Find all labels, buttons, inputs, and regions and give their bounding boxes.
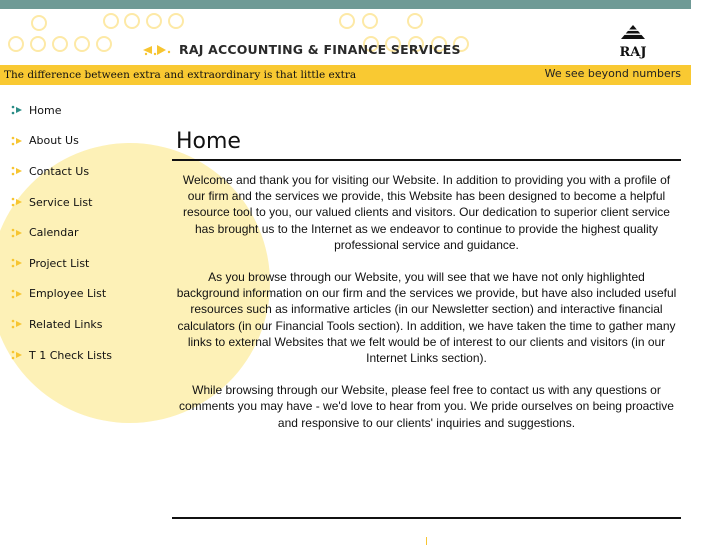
logo-text: RAJ	[619, 45, 647, 60]
pyramid-logo-icon	[613, 24, 653, 42]
decorative-ring	[103, 13, 119, 29]
divider	[172, 159, 681, 161]
bottom-divider	[172, 517, 681, 519]
decorative-ring	[31, 15, 47, 31]
nav-item-label: Home	[29, 103, 62, 117]
nav-item-service-list[interactable]	[11, 187, 112, 218]
decorative-ring	[339, 13, 355, 29]
decorative-ring	[146, 13, 162, 29]
brand	[143, 42, 461, 57]
nav-item-label: Contact Us	[29, 164, 90, 178]
nav-item-label: T 1 Check Lists	[29, 348, 113, 362]
nav-arrow-icon	[11, 197, 24, 207]
decorative-ring	[52, 36, 68, 52]
company-name: RAJ ACCOUNTING & FINANCE SERVICES	[179, 42, 461, 57]
nav-item-related-links[interactable]	[11, 309, 112, 340]
nav-arrow-icon	[11, 350, 24, 360]
top-bar	[0, 0, 691, 9]
decorative-ring	[362, 13, 378, 29]
contact-paragraph: While browsing through our Website, please feel free to contact us with any questions or comments you may have - we'd love to hear from you. We pride ourselves on being proactive and responsive to our clients' inquiries and suggestions.	[179, 383, 674, 430]
nav-arrow-icon	[11, 105, 24, 115]
resources-paragraph: As you browse through our Website, you will see that we have not only highlighted background information on our firm and the services we provide, but have also included useful resources such as informative articles (in our Newsletter section) and interactive financial calculators (in our Financial Tools section). In addition, we have taken the time to gather many links to external Websites that we felt would be of interest to our clients and visitors (in our Internet Links section).	[176, 270, 677, 366]
nav-arrow-icon	[11, 166, 24, 176]
nav-item-calendar[interactable]	[11, 217, 112, 248]
decorative-ring	[96, 36, 112, 52]
nav-item-project-list[interactable]	[11, 248, 112, 279]
nav-arrow-icon	[11, 258, 24, 268]
nav-item-contact-us[interactable]	[11, 156, 112, 187]
page-title: Home	[176, 129, 241, 154]
nav-item-label: Service List	[29, 195, 93, 209]
decorative-ring	[74, 36, 90, 52]
sidebar-nav	[11, 95, 112, 370]
main-content	[172, 125, 681, 431]
nav-arrow-icon	[11, 319, 24, 329]
decorative-ring	[124, 13, 140, 29]
nav-item-employee-list[interactable]	[11, 279, 112, 310]
nav-arrow-icon	[11, 289, 24, 299]
nav-item-label: Employee List	[29, 287, 107, 301]
tagline-right: We see beyond numbers	[544, 67, 681, 80]
nav-item-label: Related Links	[29, 317, 103, 331]
header	[0, 9, 691, 65]
nav-item-t1-check-lists[interactable]	[11, 340, 112, 371]
nav-item-label: About Us	[29, 134, 79, 148]
nav-item-label: Project List	[29, 256, 90, 270]
footer-tick	[426, 537, 427, 545]
double-arrow-icon	[143, 43, 173, 57]
nav-arrow-icon	[11, 136, 24, 146]
decorative-ring	[30, 36, 46, 52]
decorative-ring	[8, 36, 24, 52]
decorative-ring	[168, 13, 184, 29]
logo[interactable]	[613, 24, 653, 60]
tagline-bar	[0, 65, 691, 85]
nav-item-home[interactable]	[11, 95, 112, 126]
intro-paragraph: Welcome and thank you for visiting our Website. In addition to providing you with a profile of our firm and the services we provide, this Website has been designed to become a helpful resource tool to you, our valued clients and visitors. Our dedication to superior client service has brought us to the Internet as we endeavor to continue to provide the highest quality professional service and guidance.	[182, 173, 671, 252]
tagline-left: The difference between extra and extraordinary is that little extra	[4, 69, 357, 81]
decorative-ring	[407, 13, 423, 29]
nav-arrow-icon	[11, 228, 24, 238]
nav-item-about-us[interactable]	[11, 126, 112, 157]
nav-item-label: Calendar	[29, 226, 79, 240]
